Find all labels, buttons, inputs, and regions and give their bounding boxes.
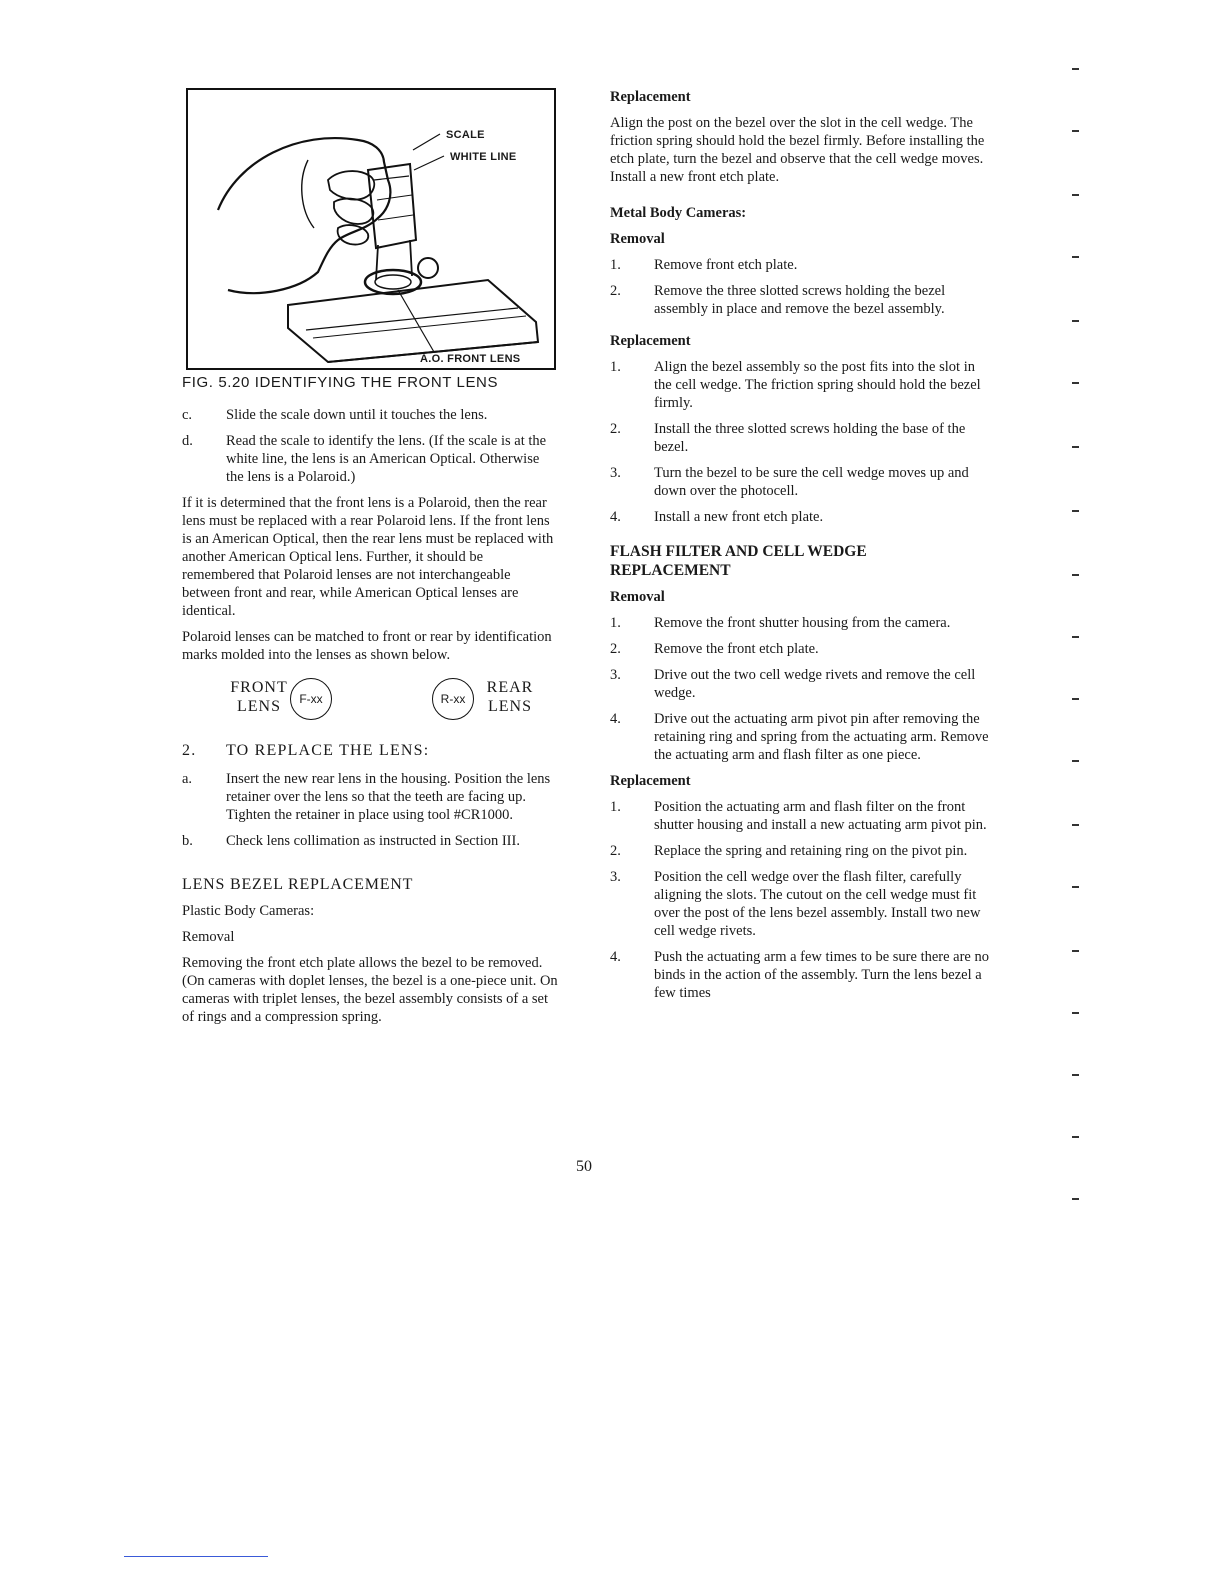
subheading-flash-removal: Removal: [610, 589, 665, 605]
margin-tick: [1072, 698, 1079, 700]
subheading-replacement: Replacement: [610, 89, 691, 105]
step-marker: 1.: [610, 359, 621, 375]
step-marker: 2.: [610, 283, 621, 299]
label-front-lens: A.O. FRONT LENS: [420, 353, 521, 365]
step-marker: c.: [182, 407, 193, 423]
step-d: [182, 432, 558, 486]
replace-lens-heading: [182, 742, 558, 760]
front-lens-label: [224, 678, 294, 716]
hand-scale-illustration: [188, 90, 554, 368]
step-text: Position the cell wedge over the flash filter, carefully aligning the slots. The cutout on the cell wedge must fit over the post of the lens bezel assembly. Install two new cell wedge rivets.: [654, 869, 981, 939]
flash-replacement-step-3: [610, 868, 990, 940]
paragraph-matched: Polaroid lenses can be matched to front or rear by identification marks molded into the lenses as shown below.: [182, 629, 552, 663]
step-marker: 1.: [610, 615, 621, 631]
flash-removal-step-1: [610, 614, 990, 632]
figure-identifying-front-lens: [186, 88, 556, 370]
step-text: Turn the bezel to be sure the cell wedge moves up and down over the photocell.: [654, 465, 969, 499]
section-heading-flash-filter: FLASH FILTER AND CELL WEDGE REPLACEMENT: [610, 543, 867, 579]
subheading-removal: Removal: [182, 929, 235, 945]
metal-replacement-step-1: [610, 358, 990, 412]
margin-tick: [1072, 574, 1079, 576]
front-word: FRONT: [230, 679, 288, 696]
subheading-flash-replacement: Replacement: [610, 773, 691, 789]
margin-tick: [1072, 446, 1079, 448]
paragraph-removal: Removing the front etch plate allows the bezel to be removed. (On cameras with doplet lenses, the bezel is a one-piece unit. On cameras with triplet lenses, the bezel assembly consists of a set of rings and a compression spring.: [182, 955, 558, 1025]
margin-tick: [1072, 636, 1079, 638]
rear-lens-label: [480, 678, 540, 716]
label-white-line: WHITE LINE: [450, 151, 517, 163]
rear-word: REAR: [486, 679, 534, 696]
flash-removal-step-3: [610, 666, 990, 702]
rear-lens-word: LENS: [488, 698, 532, 715]
metal-removal-step-2: [610, 282, 990, 318]
step-marker: 1.: [610, 257, 621, 273]
subheading-metal-removal: Removal: [610, 231, 665, 247]
lens-identification-marks: [182, 672, 558, 732]
margin-tick: [1072, 1198, 1079, 1200]
margin-tick: [1072, 824, 1079, 826]
right-column: [610, 88, 990, 1010]
bottom-rule: [124, 1556, 268, 1557]
margin-tick: [1072, 320, 1079, 322]
step-text: Install the three slotted screws holding the base of the bezel.: [654, 421, 966, 455]
flash-replacement-step-4: [610, 948, 990, 1002]
margin-tick: [1072, 1074, 1079, 1076]
front-lens-mark: F-xx: [290, 678, 332, 720]
step-text: Replace the spring and retaining ring on the pivot pin.: [654, 843, 968, 859]
margin-tick: [1072, 886, 1079, 888]
heading-text: TO REPLACE THE LENS:: [226, 742, 430, 759]
margin-tick: [1072, 68, 1079, 70]
flash-removal-step-4: [610, 710, 990, 764]
step-text: Read the scale to identify the lens. (If the scale is at the white line, the lens is an American Optical. Otherwise the lens is a Polaroid.): [226, 433, 547, 485]
step-text: Position the actuating arm and flash filter on the front shutter housing and install a new actuating arm pivot pin.: [654, 799, 987, 833]
step-text: Remove front etch plate.: [654, 257, 798, 273]
metal-removal-step-1: [610, 256, 990, 274]
step-marker: 3.: [610, 465, 621, 481]
margin-tick: [1072, 510, 1079, 512]
margin-tick: [1072, 1136, 1079, 1138]
margin-tick: [1072, 194, 1079, 196]
section-heading-lens-bezel: LENS BEZEL REPLACEMENT: [182, 876, 414, 893]
step-marker: a.: [182, 771, 193, 787]
step-marker: d.: [182, 433, 193, 449]
step-marker: 2.: [182, 742, 197, 759]
front-lens-word: LENS: [237, 698, 281, 715]
step-marker: 1.: [610, 799, 621, 815]
step-marker: 2.: [610, 421, 621, 437]
step-marker: 4.: [610, 949, 621, 965]
step-marker: 4.: [610, 711, 621, 727]
step-text: Slide the scale down until it touches the lens.: [226, 407, 488, 423]
step-text: Drive out the two cell wedge rivets and remove the cell wedge.: [654, 667, 976, 701]
step-text: Remove the three slotted screws holding the bezel assembly in place and remove the bezel assembly.: [654, 283, 946, 317]
paragraph-determined: If it is determined that the front lens is a Polaroid, then the rear lens must be replaced with a rear Polaroid lens. If the front lens is an American Optical, then the rear lens must be replaced with another American Optical lens. Further, it should be remembered that Polaroid lenses are not interchangeable between front and rear, while American Optical lenses are identical.: [182, 495, 554, 619]
flash-removal-step-2: [610, 640, 990, 658]
metal-replacement-step-2: [610, 420, 990, 456]
step-text: Check lens collimation as instructed in Section III.: [226, 833, 520, 849]
step-text: Align the bezel assembly so the post fits into the slot in the cell wedge. The friction spring should hold the bezel firmly.: [654, 359, 981, 411]
margin-tick: [1072, 130, 1079, 132]
page-number: 50: [576, 1158, 592, 1175]
step-marker: b.: [182, 833, 193, 849]
paragraph-replacement: Align the post on the bezel over the slot in the cell wedge. The friction spring should hold the bezel firmly. Before installing the etch plate, turn the bezel and observe that the cell wedge moves. Install a new front etch plate.: [610, 115, 985, 185]
subheading-metal-replacement: Replacement: [610, 333, 691, 349]
margin-tick: [1072, 256, 1079, 258]
metal-replacement-step-3: [610, 464, 990, 500]
step-marker: 3.: [610, 667, 621, 683]
subheading-metal-body: Metal Body Cameras:: [610, 205, 747, 221]
step-marker: 2.: [610, 843, 621, 859]
margin-tick: [1072, 950, 1079, 952]
label-scale: SCALE: [446, 129, 485, 141]
margin-tick: [1072, 382, 1079, 384]
step-text: Remove the front etch plate.: [654, 641, 819, 657]
step-c: [182, 406, 558, 424]
step-text: Drive out the actuating arm pivot pin after removing the retaining ring and spring from the actuating arm. Remove the actuating arm and flash filter as one piece.: [654, 711, 989, 763]
metal-replacement-step-4: [610, 508, 990, 526]
margin-tick: [1072, 760, 1079, 762]
rear-lens-mark: R-xx: [432, 678, 474, 720]
step-text: Push the actuating arm a few times to be sure there are no binds in the action of the assembly. Turn the lens bezel a few times: [654, 949, 989, 1001]
step-marker: 3.: [610, 869, 621, 885]
figure-caption: FIG. 5.20 IDENTIFYING THE FRONT LENS: [182, 374, 499, 391]
margin-tick-marks: [1070, 60, 1082, 1520]
flash-replacement-step-1: [610, 798, 990, 834]
step-marker: 4.: [610, 509, 621, 525]
replace-step-b: [182, 832, 558, 850]
step-text: Install a new front etch plate.: [654, 509, 824, 525]
margin-tick: [1072, 1012, 1079, 1014]
step-marker: 2.: [610, 641, 621, 657]
subheading-plastic-body: Plastic Body Cameras:: [182, 903, 315, 919]
left-column: [182, 88, 558, 1034]
step-text: Insert the new rear lens in the housing. Position the lens retainer over the lens so that the teeth are facing up. Tighten the retainer in place using tool #CR1000.: [226, 771, 551, 823]
replace-step-a: [182, 770, 558, 824]
flash-replacement-step-2: [610, 842, 990, 860]
step-text: Remove the front shutter housing from the camera.: [654, 615, 951, 631]
